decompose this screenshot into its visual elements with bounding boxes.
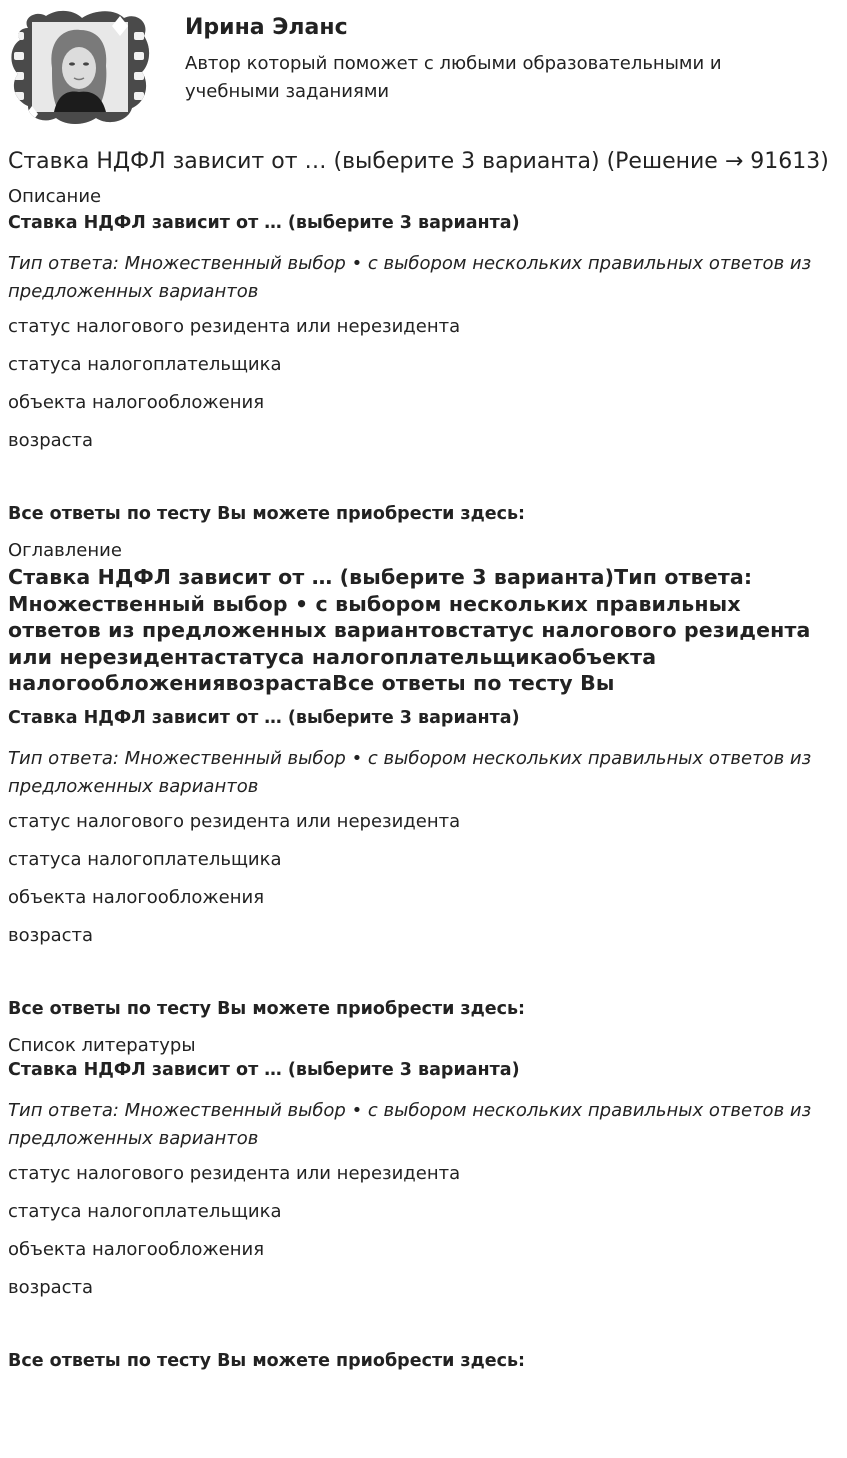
answer-option: возраста: [8, 924, 94, 946]
author-avatar: [8, 6, 150, 126]
main-content: [8, 147, 840, 1387]
answer-option: статуса налогоплательщика: [8, 1200, 282, 1222]
answer-option: статус налогового резидента или нерезидента: [8, 1162, 461, 1184]
answer-option: объекта налогообложения: [8, 886, 265, 908]
bibliography-section: [8, 1035, 840, 1372]
toc-heading: Ставка НДФЛ зависит от … (выберите 3 варианта)Тип ответа: Множественный выбор • с выбором нескольких правильных ответов из предложенных вариантовстатус налогового резидента или нерезидентастатуса налогоплательщикаобъекта налогообложениявозрастаВсе ответы по тесту Вы: [8, 565, 811, 695]
section-label-bibliography: Список литературы: [8, 1034, 196, 1056]
page-title: Ставка НДФЛ зависит от … (выберите 3 варианта) (Решение → 91613): [8, 149, 829, 174]
question-title: Ставка НДФЛ зависит от … (выберите 3 варианта): [8, 213, 520, 233]
answer-option: возраста: [8, 1276, 94, 1298]
answer-type: Тип ответа: Множественный выбор • с выбором нескольких правильных ответов из предложенных вариантов: [8, 253, 812, 302]
answer-option: статус налогового резидента или нерезидента: [8, 810, 461, 832]
answer-type: Тип ответа: Множественный выбор • с выбором нескольких правильных ответов из предложенных вариантов: [8, 1099, 812, 1149]
answer-option: объекта налогообложения: [8, 1238, 265, 1260]
question-title: Ставка НДФЛ зависит от … (выберите 3 варианта): [8, 707, 520, 728]
answer-option: статус налогового резидента или нерезидента: [8, 316, 461, 337]
author-card: [8, 6, 838, 126]
answer-option: статуса налогоплательщика: [8, 848, 282, 870]
section-label-toc: Оглавление: [8, 540, 122, 561]
author-description: Автор который поможет с любыми образовательными и учебными заданиями: [185, 53, 722, 102]
section-label-description: Описание: [8, 186, 102, 207]
answer-option: статуса налогоплательщика: [8, 354, 282, 375]
question-title: Ставка НДФЛ зависит от … (выберите 3 варианта): [8, 1059, 520, 1080]
answer-option: объекта налогообложения: [8, 392, 265, 413]
answer-option: возраста: [8, 430, 94, 451]
answer-type: Тип ответа: Множественный выбор • с выбором нескольких правильных ответов из предложенных вариантов: [8, 747, 812, 797]
purchase-answers-text: Все ответы по тесту Вы можете приобрести здесь:: [8, 1350, 526, 1371]
toc-section: [8, 540, 840, 1020]
author-name: Ирина Эланс: [185, 15, 348, 40]
description-section: [8, 186, 840, 525]
purchase-answers-text: Все ответы по тесту Вы можете приобрести здесь:: [8, 998, 526, 1019]
purchase-answers-text: Все ответы по тесту Вы можете приобрести здесь:: [8, 504, 526, 524]
